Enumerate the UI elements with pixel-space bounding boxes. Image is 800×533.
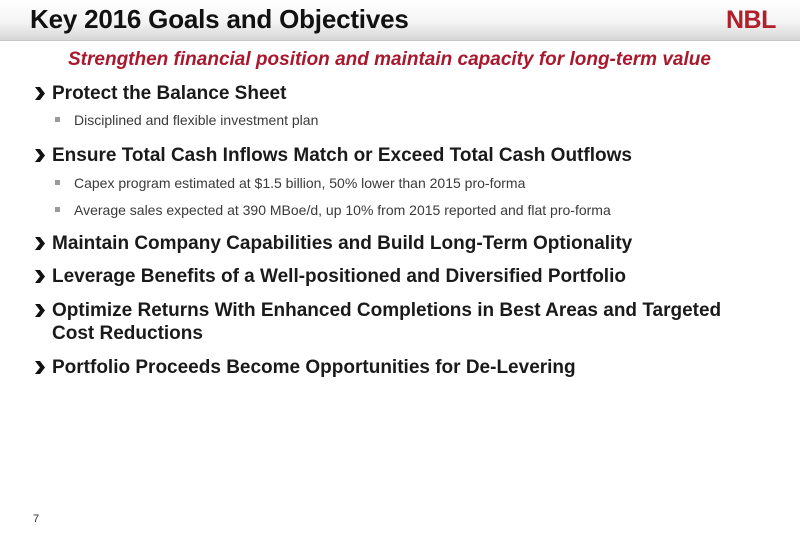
sub-bullet-text: Average sales expected at 390 MBoe/d, up 10% from 2015 reported and flat pro-forma bbox=[74, 202, 611, 218]
bullet-text: Optimize Returns With Enhanced Completions in Best Areas and Targeted Cost Reductions bbox=[52, 300, 722, 344]
chevron-right-icon bbox=[34, 270, 45, 283]
subtitle: Strengthen financial position and maintain capacity for long-term value bbox=[68, 49, 711, 70]
bullet-text: Protect the Balance Sheet bbox=[52, 83, 287, 104]
bullet-text: Leverage Benefits of a Well-positioned and Diversified Portfolio bbox=[52, 266, 626, 287]
square-bullet-icon bbox=[55, 180, 60, 185]
chevron-right-icon bbox=[34, 361, 45, 374]
sub-bullet-text: Capex program estimated at $1.5 billion, 50% lower than 2015 pro-forma bbox=[74, 175, 526, 191]
page-number: 7 bbox=[33, 513, 40, 525]
sub-bullet-text: Disciplined and flexible investment plan bbox=[74, 112, 319, 128]
bullet-text: Ensure Total Cash Inflows Match or Exceed Total Cash Outflows bbox=[52, 145, 632, 166]
square-bullet-icon bbox=[55, 117, 60, 122]
square-bullet-icon bbox=[55, 207, 60, 212]
chevron-right-icon bbox=[34, 149, 45, 162]
page-title: Key 2016 Goals and Objectives bbox=[30, 4, 409, 34]
nbl-logo: NBL bbox=[726, 6, 776, 34]
chevron-right-icon bbox=[34, 304, 45, 317]
header-divider bbox=[0, 40, 800, 41]
bullet-text: Portfolio Proceeds Become Opportunities for De-Levering bbox=[52, 357, 576, 378]
chevron-right-icon bbox=[34, 237, 45, 250]
chevron-right-icon bbox=[34, 87, 45, 100]
bullet-text: Maintain Company Capabilities and Build Long-Term Optionality bbox=[52, 233, 633, 254]
